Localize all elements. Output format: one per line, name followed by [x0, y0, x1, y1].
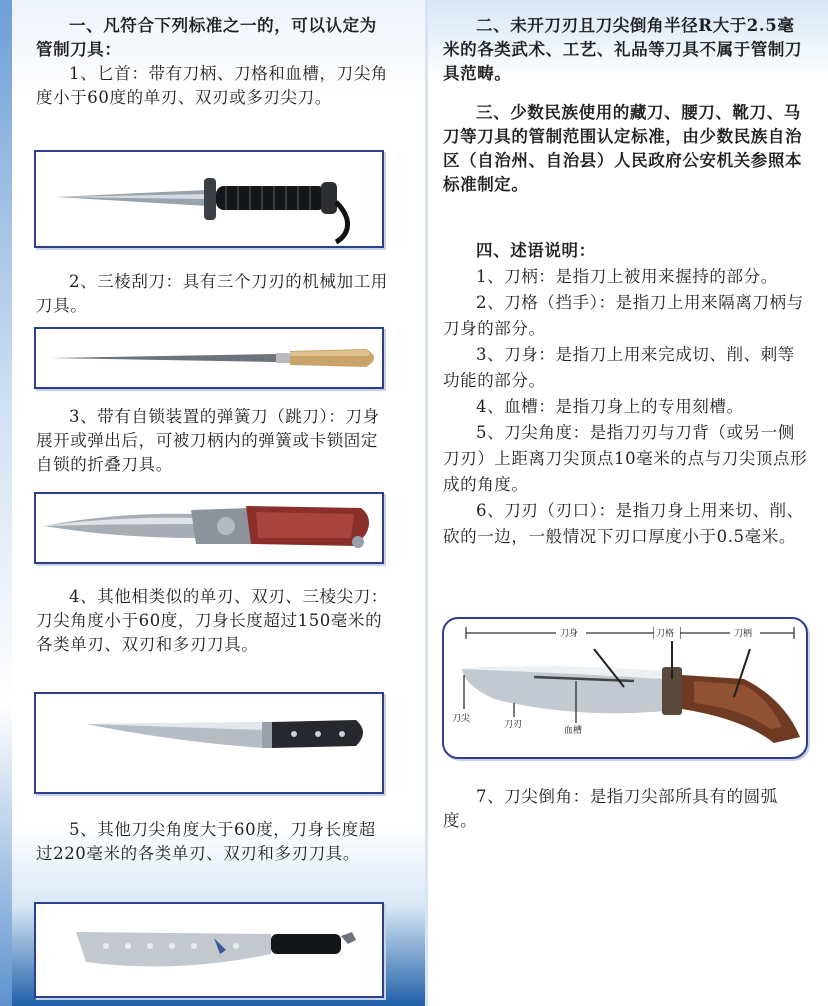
label-guard: 刀格 [656, 629, 675, 639]
section2 [443, 14, 809, 86]
left-edge-decoration [0, 0, 12, 1006]
kitchen-knife-image [34, 692, 384, 794]
switchblade-image [34, 492, 384, 564]
definition-edge: 6、刀刃（刃口）：是指刀身上用来切、削、砍的一边，一般情况下刃口厚度小于0.5毫米。 [443, 501, 804, 546]
section1 [36, 14, 388, 110]
kitchen-knife-illustration [36, 694, 382, 792]
definition-handle: 1、刀柄：是指刀上被用来握持的部分。 [476, 267, 778, 286]
definition-blade: 3、刀身：是指刀上用来完成切、削、刺等功能的部分。 [443, 345, 795, 390]
item-switchblade: 3、带有自锁装置的弹簧刀（跳刀）：刀身展开或弹出后，可被刀柄内的弹簧或卡锁固定自锁的折叠刀具。 [36, 407, 380, 474]
section3-text: 三、少数民族使用的藏刀、腰刀、靴刀、马刀等刀具的管制范围认定标准，由少数民族自治区（自治州、自治县）人民政府公安机关参照本标准制定。 [443, 103, 803, 194]
column-divider [425, 0, 428, 1006]
item-long-knives: 5、其他刀尖角度大于60度，刀身长度超过220毫米的各类单刃、双刃和多刃刀具。 [36, 820, 376, 863]
section-item2 [36, 270, 388, 318]
item-similar-knives: 4、其他相类似的单刃、双刃、三棱尖刀：刀尖角度小于60度，刀身长度超过150毫米的各类单刃、双刃和多刃刀具。 [36, 587, 388, 654]
label-tip: 刀尖 [452, 714, 471, 724]
section4 [443, 238, 809, 550]
dagger-illustration [36, 152, 382, 246]
section4-heading: 四、述语说明： [476, 241, 596, 260]
switchblade-illustration [36, 494, 382, 562]
machete-image [34, 902, 384, 998]
label-blade: 刀身 [560, 629, 579, 639]
item-dagger: 1、匕首：带有刀柄、刀格和血槽，刀尖角度小于60度的单刃、双刃或多刃尖刀。 [36, 64, 388, 107]
definition-groove: 4、血槽：是指刀身上的专用刻槽。 [476, 397, 744, 416]
dagger-image [34, 150, 384, 248]
scraper-image [34, 327, 384, 389]
knife-parts-diagram [442, 617, 808, 759]
section-item3 [36, 405, 388, 477]
definition-tip-chamfer: 7、刀尖倒角：是指刀尖部所具有的圆弧度。 [443, 787, 778, 830]
machete-illustration [36, 904, 382, 996]
label-edge: 刀刃 [504, 720, 523, 730]
label-groove: 血槽 [564, 726, 583, 736]
section3 [443, 101, 809, 197]
section4-item7 [443, 785, 809, 833]
section-item4 [36, 585, 388, 657]
definition-tip-angle: 5、刀尖角度：是指刀刃与刀背（或另一侧刀刃）上距离刀尖顶点10毫米的点与刀尖顶点形成的角度。 [443, 423, 808, 494]
section-item5 [36, 818, 388, 866]
knife-parts-illustration [444, 619, 806, 757]
scraper-illustration [36, 329, 382, 387]
label-handle: 刀柄 [734, 629, 753, 639]
item-triangular-scraper: 2、三棱刮刀：具有三个刀刃的机械加工用刀具。 [36, 272, 388, 315]
section2-text: 二、未开刀刃且刀尖倒角半径R大于2.5毫米的各类武术、工艺、礼品等刀具不属于管制刀具范畴。 [443, 16, 803, 83]
definition-guard: 2、刀格（挡手）：是指刀上用来隔离刀柄与刀身的部分。 [443, 293, 804, 338]
section1-heading: 一、凡符合下列标准之一的，可以认定为管制刀具： [36, 16, 377, 59]
